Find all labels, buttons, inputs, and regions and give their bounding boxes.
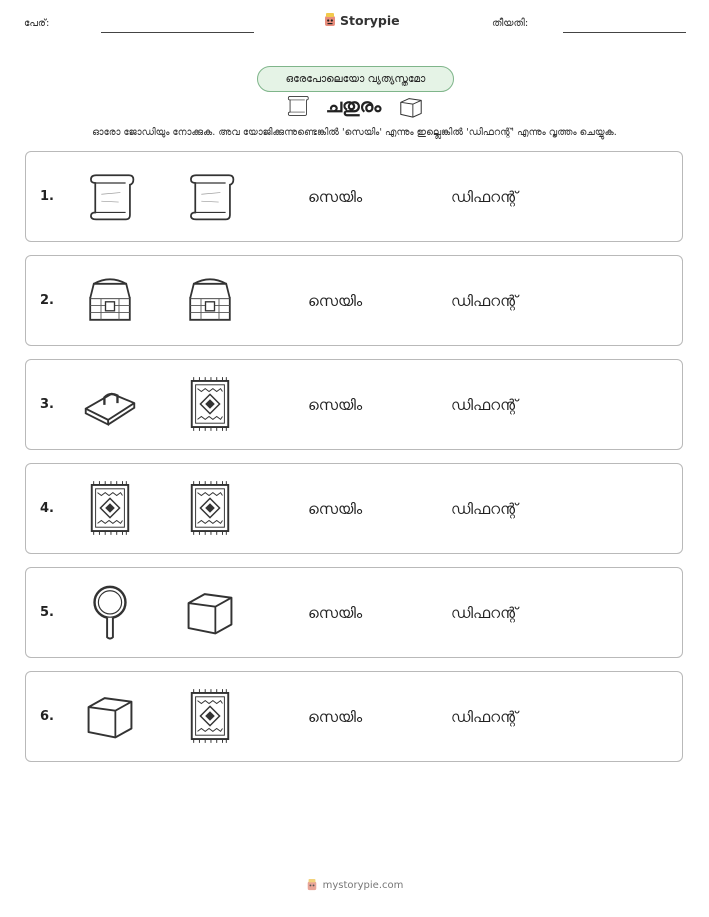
- same-option[interactable]: സെയിം: [308, 499, 363, 518]
- different-option[interactable]: ഡിഫറന്റ്: [451, 187, 518, 206]
- topic-heading: [0, 90, 709, 122]
- different-option[interactable]: ഡിഫറന്റ്: [451, 603, 518, 622]
- question-row-5: [25, 567, 683, 658]
- rug-icon: [180, 686, 240, 746]
- date-label: തീയതി:: [492, 18, 529, 29]
- instructions-text: ഓരോ ജോഡിയും നോക്കുക. അവ യോജിക്കുന്നുണ്ടെങ്കിൽ 'സെയിം' എന്നും ഇല്ലെങ്കിൽ 'ഡിഫറന്റ്' എന്നും വൃത്തം ചെയ്യുക.: [92, 127, 617, 138]
- magnifying-glass-icon: [80, 582, 140, 642]
- worksheet-type-badge: ഒരേപോലെയോ വ്യത്യസ്തമോ: [257, 66, 454, 92]
- rug-icon: [180, 478, 240, 538]
- different-option[interactable]: ഡിഫറന്റ്: [451, 499, 518, 518]
- date-line[interactable]: [563, 32, 686, 33]
- same-option[interactable]: സെയിം: [308, 707, 363, 726]
- same-option[interactable]: സെയിം: [308, 395, 363, 414]
- question-number: 6.: [40, 709, 54, 724]
- question-row-2: [25, 255, 683, 346]
- question-row-6: [25, 671, 683, 762]
- question-number: 5.: [40, 605, 54, 620]
- different-option[interactable]: ഡിഫറന്റ്: [451, 707, 518, 726]
- brand-logo: [323, 12, 400, 28]
- footer-url[interactable]: mystorypie.com: [322, 879, 404, 891]
- rug-icon: [80, 478, 140, 538]
- rubber-stamp-icon: [80, 374, 140, 434]
- storypie-mascot-icon: [323, 12, 337, 28]
- brand-name: Storypie: [340, 12, 400, 28]
- treasure-chest-icon: [180, 270, 240, 330]
- question-row-1: [25, 151, 683, 242]
- scroll-icon: [284, 92, 310, 120]
- scroll-icon: [180, 166, 240, 226]
- rug-icon: [180, 374, 240, 434]
- question-row-3: [25, 359, 683, 450]
- treasure-chest-icon: [80, 270, 140, 330]
- question-row-4: [25, 463, 683, 554]
- cube-icon: [180, 582, 240, 642]
- footer: [0, 878, 709, 892]
- question-number: 2.: [40, 293, 54, 308]
- name-line[interactable]: [101, 32, 254, 33]
- different-option[interactable]: ഡിഫറന്റ്: [451, 291, 518, 310]
- question-number: 4.: [40, 501, 54, 516]
- same-option[interactable]: സെയിം: [308, 603, 363, 622]
- cube-icon: [397, 93, 425, 119]
- cube-icon: [80, 686, 140, 746]
- same-option[interactable]: സെയിം: [308, 291, 363, 310]
- worksheet-header: [0, 0, 709, 50]
- storypie-mascot-icon: [306, 878, 318, 892]
- name-label: പേര്:: [24, 18, 50, 29]
- question-number: 3.: [40, 397, 54, 412]
- question-number: 1.: [40, 189, 54, 204]
- scroll-icon: [80, 166, 140, 226]
- different-option[interactable]: ഡിഫറന്റ്: [451, 395, 518, 414]
- topic-title: ചതുരം: [325, 95, 382, 117]
- same-option[interactable]: സെയിം: [308, 187, 363, 206]
